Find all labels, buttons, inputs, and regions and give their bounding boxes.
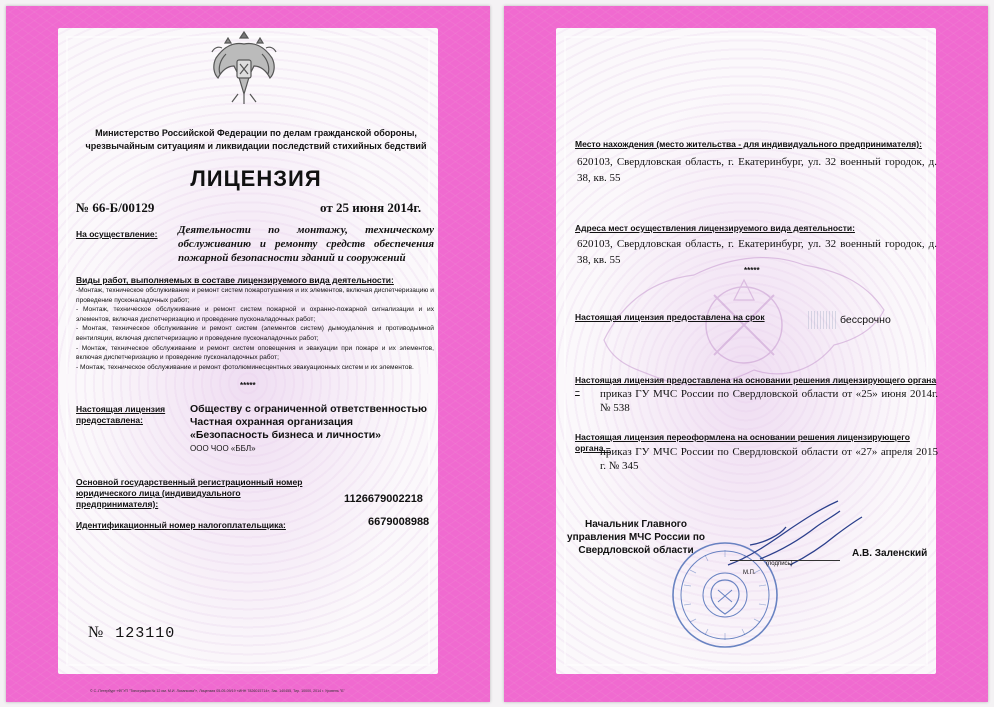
- org-line: Частная охранная организация: [190, 416, 354, 428]
- reissue-text: приказ ГУ МЧС России по Свердловской области от «27» апреля 2015 г. № 345: [600, 446, 938, 472]
- signer-position: Начальник Главного управления МЧС России по Свердловской области: [567, 519, 705, 556]
- org-line: «Безопасность бизнеса и личности»: [190, 429, 382, 441]
- work-item: - Монтаж, техническое обслуживание и ремонт систем пожарной и охранно-пожарной сигнализации и их элементов, включая диспетчеризацию и проведение пусконаладочных работ;: [76, 306, 434, 323]
- blank-serial: [88, 624, 175, 642]
- location-text: 620103, Свердловская область, г. Екатеринбург, ул. 32 военный городок, д. 38, кв. 55: [577, 156, 937, 184]
- serial-number: 123110: [115, 625, 176, 642]
- ministry-name: Министерство Российской Федерации по делам гражданской обороны, чрезвычайным ситуациям и ликвидации последствий стихийных бедствий: [85, 128, 427, 151]
- issued-to-label: Настоящая лицензия предоставлена:: [76, 404, 166, 425]
- org-line: Обществу с ограниченной ответственностью: [190, 403, 427, 415]
- signer-name: А.В. Заленский: [852, 548, 928, 559]
- basis-text: приказ ГУ МЧС России по Свердловской области от «25» июня 2014г. № 538: [600, 388, 938, 414]
- activity-value: Деятельности по монтажу, техническому обслуживанию и ремонту средств обеспечения пожарной безопасности зданий и сооружений: [178, 224, 434, 264]
- double-headed-eagle-emblem: [204, 24, 284, 106]
- separator-stars: *****: [744, 266, 760, 275]
- works-list: [76, 286, 434, 372]
- work-item: - Монтаж, техническое обслуживание и ремонт систем оповещения и эвакуации при пожаре и их элементов, включая диспетчеризацию и проведение пусконаладочных работ;: [76, 344, 434, 362]
- signature-caption: (подпись): [766, 561, 793, 567]
- license-date: от 25 июня 2014г.: [320, 200, 422, 215]
- works-label: Виды работ, выполняемых в составе лицензируемого вида деятельности:: [76, 275, 394, 285]
- reissue-label: Настоящая лицензия переоформлена на основании решения лицензирующего органа –: [575, 432, 910, 453]
- work-item: - Монтаж, техническое обслуживание и ремонт фотолюминесцентных эвакуационных систем и их элементов.: [76, 363, 414, 371]
- basis-label: Настоящая лицензия предоставлена на основании решения лицензирующего органа –: [575, 375, 937, 396]
- document-title: ЛИЦЕНЗИЯ: [190, 166, 322, 191]
- work-item: -Монтаж, техническое обслуживание и ремонт систем пожаротушения и их элементов, включая диспетчеризацию и проведение пусконаладочных работ;: [76, 287, 434, 304]
- work-item: - Монтаж, техническое обслуживание и ремонт систем (элементов систем) дымоудаления и противодымной вентиляции, включая диспетчеризацию и проведение пусконаладочных работ;: [76, 325, 434, 342]
- handwritten-signature: [720, 495, 870, 575]
- org-short-name: ООО ЧОО «ББЛ»: [190, 444, 256, 453]
- inn-value: 6679008988: [368, 516, 430, 528]
- ogrn-label: Основной государственный регистрационный номер юридического лица (индивидуального предпринимателя):: [76, 477, 303, 509]
- term-value: бессрочно: [840, 314, 891, 326]
- activity-label: На осуществление:: [76, 229, 158, 239]
- seal-place-mark: М.П.: [743, 570, 756, 576]
- inn-label: Идентификационный номер налогоплательщика:: [76, 520, 286, 530]
- term-hologram-strip: [808, 311, 838, 329]
- term-label: Настоящая лицензия предоставлена на срок: [575, 312, 765, 322]
- license-number: № 66-Б/00129: [76, 200, 155, 215]
- location-label: Место нахождения (место жительства - для индивидуального предпринимателя):: [575, 139, 922, 149]
- organization-name: [190, 403, 440, 455]
- serial-symbol: №: [88, 624, 104, 641]
- activity-address-label: Адреса мест осуществления лицензируемого вида деятельности:: [575, 223, 855, 233]
- activity-address-text: 620103, Свердловская область, г. Екатеринбург, ул. 32 военный городок, д. 38, кв. 55: [577, 238, 937, 266]
- printer-imprint: © С.-Петербург «ФГУП "Типография № 12 им. М.И. Лоханкова"», Лицензия 05-05-09/19 «ИНН 7826015714», Зак. 140455, Тир. 10000, 2014 г. Уровень "Б": [90, 689, 345, 693]
- separator-stars: *****: [240, 381, 256, 390]
- ogrn-value: 1126679002218: [344, 493, 423, 505]
